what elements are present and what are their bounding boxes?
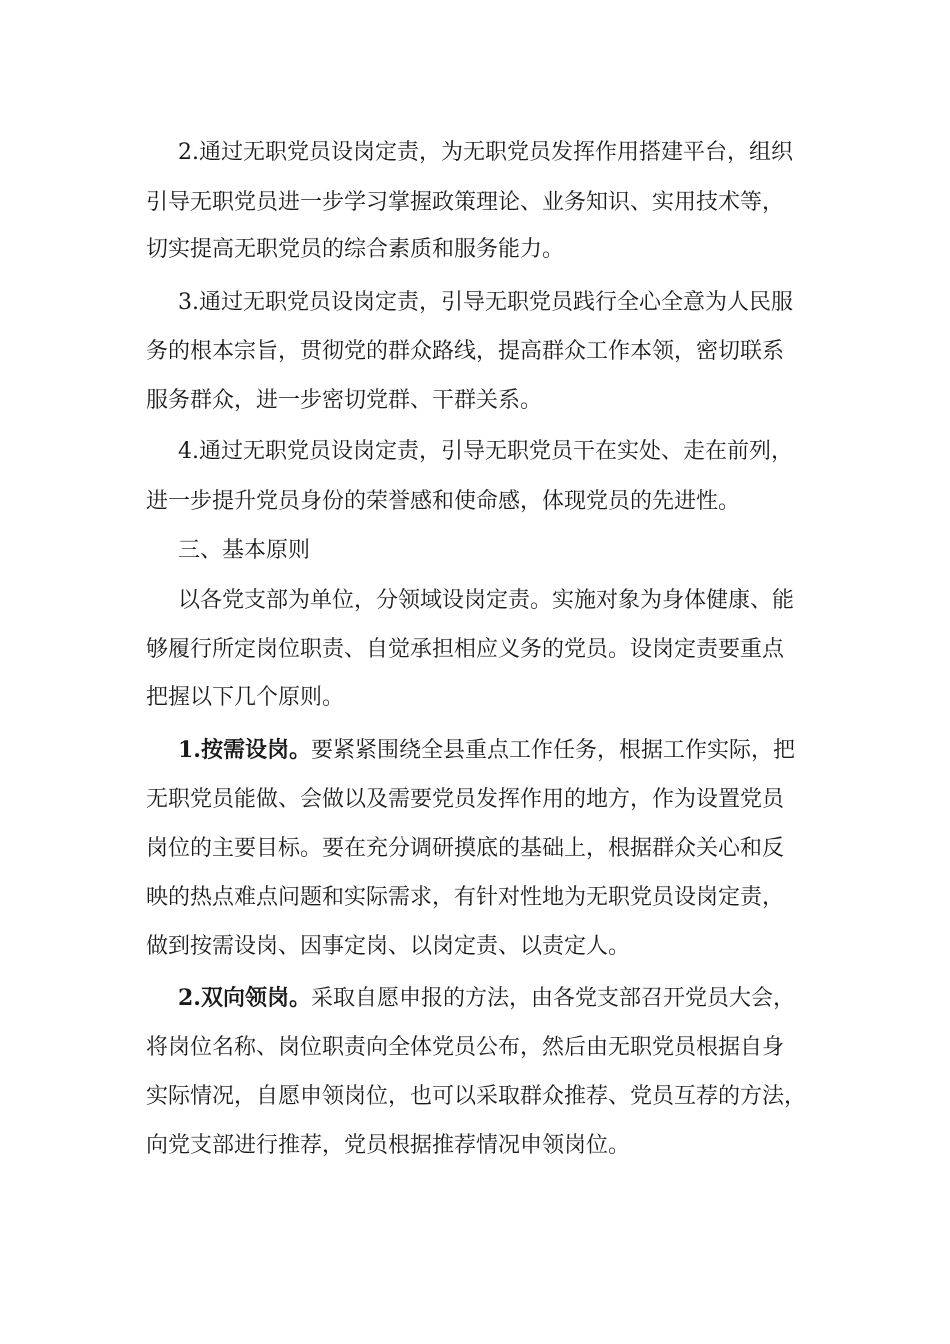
bold-lead-need-based: 1.按需设岗。 xyxy=(178,737,311,763)
paragraph-line: 映的热点难点问题和实际需求，有针对性地为无职党员设岗定责， xyxy=(146,885,785,910)
paragraph-line: 做到按需设岗、因事定岗、以岗定责、以责定人。 xyxy=(146,934,631,959)
paragraph-line xyxy=(0,735,950,766)
paragraph-line: 服务群众，进一步密切党群、干群关系。 xyxy=(146,388,543,413)
paragraph-line: 向党支部进行推荐，党员根据推荐情况申领岗位。 xyxy=(146,1133,631,1158)
section-heading: 三、基本原则 xyxy=(178,538,311,563)
paragraph-line: 将岗位名称、岗位职责向全体党员公布，然后由无职党员根据自身 xyxy=(146,1035,785,1060)
paragraph-line: 以各党支部为单位，分领域设岗定责。实施对象为身体健康、能 xyxy=(178,588,795,613)
paragraph-line: 2.通过无职党员设岗定责，为无职党员发挥作用搭建平台，组织 xyxy=(178,140,793,165)
paragraph-line: 3.通过无职党员设岗定责，引导无职党员践行全心全意为人民服 xyxy=(178,290,793,315)
paragraph-line: 把握以下几个原则。 xyxy=(146,685,345,710)
paragraph-line: 切实提高无职党员的综合素质和服务能力。 xyxy=(146,237,565,262)
paragraph-line: 务的根本宗旨，贯彻党的群众路线，提高群众工作本领，密切联系 xyxy=(146,339,785,364)
paragraph-line: 无职党员能做、会做以及需要党员发挥作用的地方，作为设置党员 xyxy=(146,787,785,812)
paragraph-line: 够履行所定岗位职责、自觉承担相应义务的党员。设岗定责要重点 xyxy=(146,637,785,662)
paragraph-text: 要紧紧围绕全县重点工作任务，根据工作实际，把 xyxy=(310,738,795,763)
paragraph-line: 4.通过无职党员设岗定责，引导无职党员干在实处、走在前列， xyxy=(178,439,793,464)
paragraph-text: 采取自愿申报的方法，由各党支部召开党员大会， xyxy=(310,986,795,1011)
paragraph-line: 岗位的主要目标。要在充分调研摸底的基础上，根据群众关心和反 xyxy=(146,836,785,861)
paragraph-line: 实际情况，自愿申领岗位，也可以采取群众推荐、党员互荐的方法， xyxy=(146,1084,807,1109)
paragraph-line xyxy=(0,983,950,1014)
paragraph-line: 进一步提升党员身份的荣誉感和使命感，体现党员的先进性。 xyxy=(146,489,741,514)
paragraph-line: 引导无职党员进一步学习掌握政策理论、业务知识、实用技术等， xyxy=(146,190,785,215)
bold-lead-two-way: 2.双向领岗。 xyxy=(178,985,311,1011)
